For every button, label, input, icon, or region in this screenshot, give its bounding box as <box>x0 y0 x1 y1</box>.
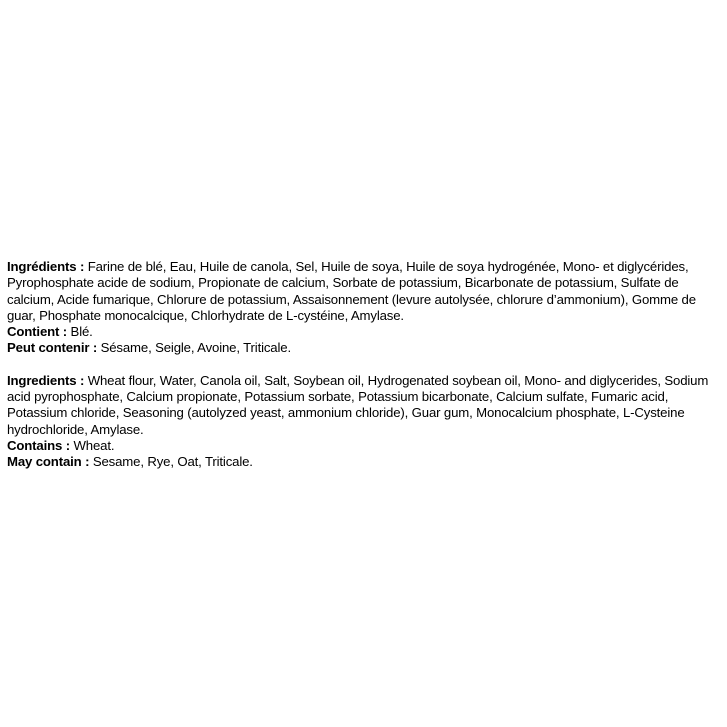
french-section <box>7 259 720 357</box>
english-may-contain-list: Sesame, Rye, Oat, Triticale. <box>89 454 253 470</box>
french-contains <box>7 324 720 340</box>
english-section <box>7 373 720 471</box>
ingredient-label <box>7 259 720 471</box>
french-may-contain-heading: Peut contenir : <box>7 340 98 356</box>
french-may-contain-list: Sésame, Seigle, Avoine, Triticale. <box>97 340 291 356</box>
english-contains-heading: Contains : <box>7 437 70 453</box>
section-spacer <box>7 357 720 373</box>
english-ingredients <box>7 373 720 438</box>
english-ingredients-heading: Ingredients : <box>7 372 85 388</box>
english-may-contain <box>7 454 720 470</box>
english-ingredients-list: Wheat flour, Water, Canola oil, Salt, Soybean oil, Hydrogenated soybean oil, Mono- and diglycerides, Sodium acid pyrophosphate, Calcium propionate, Potassium sorbate, Potassium bicarbonate, Calcium sulfate, Fumaric acid, Potassium chloride, Seasoning (autolyzed yeast, ammonium chloride), Guar gum, Monocalcium phosphate, L-Cysteine hydrochloride, Amylase. <box>7 372 709 437</box>
french-contains-heading: Contient : <box>7 324 68 340</box>
english-contains-list: Wheat. <box>69 437 115 453</box>
english-may-contain-heading: May contain : <box>7 454 90 470</box>
french-ingredients <box>7 259 720 324</box>
french-may-contain <box>7 340 720 356</box>
french-ingredients-heading: Ingrédients : <box>7 259 85 274</box>
english-contains <box>7 438 720 454</box>
french-ingredients-list: Farine de blé, Eau, Huile de canola, Sel, Huile de soya, Huile de soya hydrogénée, Mono- et diglycérides, Pyrophosphate acide de sodium, Propionate de calcium, Sorbate de potassium, Bicarbonate de potassium, Sulfate de calcium, Acide fumarique, Chlorure de potassium, Assaisonnement (levure autolysée, chlorure d’ammonium), Gomme de guar, Phosphate monocalcique, Chlorhydrate de L-cystéine, Amylase. <box>7 259 696 323</box>
french-contains-list: Blé. <box>67 324 93 340</box>
